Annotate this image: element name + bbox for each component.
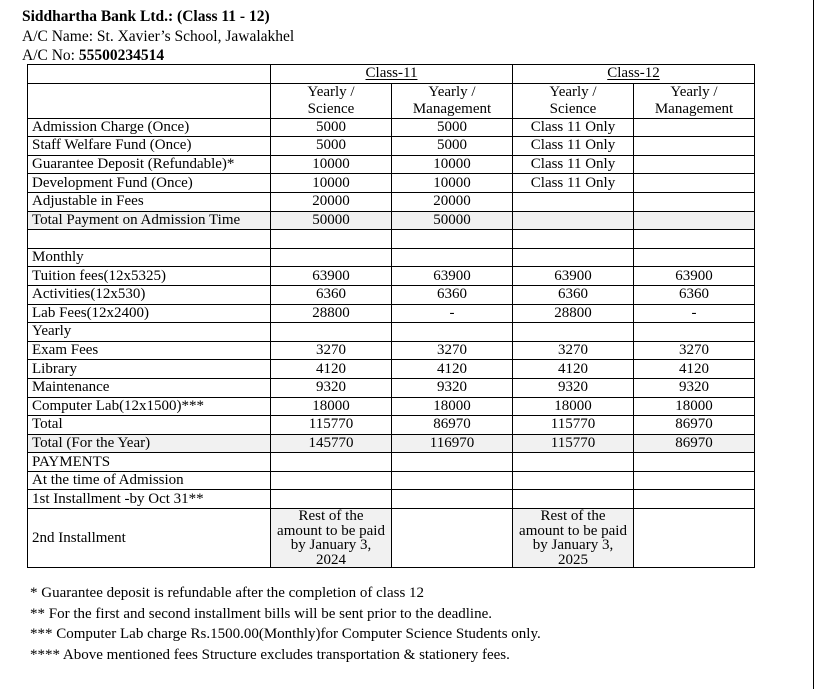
cell-class-11-management: 6360	[392, 285, 513, 304]
cell-class-12-management: -	[634, 304, 755, 323]
row-label: Total Payment on Admission Time	[28, 211, 271, 230]
cell-class-11-science: 145770	[271, 434, 392, 453]
cell-class-12-science: Class 11 Only	[513, 137, 634, 156]
table-row	[28, 509, 755, 568]
cell-class-11-management	[392, 323, 513, 342]
cell-class-11-science: 5000	[271, 137, 392, 156]
cell-class-12-science	[513, 192, 634, 211]
cell-class-12-management: 86970	[634, 416, 755, 435]
account-number-value: 55500234514	[78, 47, 165, 64]
cell-class-11-management	[392, 509, 513, 568]
row-label: Total (For the Year)	[28, 434, 271, 453]
cell-class-11-science	[271, 323, 392, 342]
cell-class-12-management	[634, 211, 755, 230]
cell-class-12-management	[634, 118, 755, 137]
cell-class-11-science	[271, 471, 392, 490]
subheader-c12-science: Yearly / Science	[513, 83, 634, 118]
cell-class-12-management: 63900	[634, 267, 755, 286]
cell-class-12-science: 4120	[513, 360, 634, 379]
cell-class-12-science: 3270	[513, 341, 634, 360]
cell-class-11-science: 4120	[271, 360, 392, 379]
group-header-row	[28, 65, 755, 84]
cell-class-12-science: 115770	[513, 434, 634, 453]
table-head	[28, 65, 755, 119]
bank-title: Siddhartha Bank Ltd.: (Class 11 - 12)	[22, 8, 270, 25]
table-row	[28, 360, 755, 379]
row-label: Adjustable in Fees	[28, 192, 271, 211]
cell-class-12-management: 9320	[634, 378, 755, 397]
account-number-line	[22, 46, 294, 66]
cell-class-11-science: 3270	[271, 341, 392, 360]
cell-class-12-management	[634, 230, 755, 249]
row-label: Lab Fees(12x2400)	[28, 304, 271, 323]
cell-class-11-management: 4120	[392, 360, 513, 379]
footnote-item: * Guarantee deposit is refundable after the completion of class 12	[30, 585, 425, 601]
row-label: 2nd Installment	[28, 509, 271, 568]
cell-class-12-science	[513, 230, 634, 249]
table-row	[28, 416, 755, 435]
cell-class-11-management	[392, 490, 513, 509]
table-row	[28, 211, 755, 230]
cell-class-11-management: 116970	[392, 434, 513, 453]
footnote-item: ** For the first and second installment bills will be sent prior to the deadline.	[30, 605, 492, 622]
cell-class-11-science: 10000	[271, 174, 392, 193]
row-label: Activities(12x530)	[28, 285, 271, 304]
cell-class-12-science	[513, 471, 634, 490]
cell-class-12-management	[634, 137, 755, 156]
cell-class-11-science	[271, 453, 392, 472]
cell-class-11-management: 18000	[392, 397, 513, 416]
table-body	[28, 118, 755, 567]
fee-structure-table	[27, 64, 755, 568]
cell-class-12-science	[513, 453, 634, 472]
cell-class-12-science: 6360	[513, 285, 634, 304]
row-label: Computer Lab(12x1500)***	[28, 397, 271, 416]
cell-class-12-management	[634, 192, 755, 211]
cell-class-11-science: 50000	[271, 211, 392, 230]
subheader-c12-management: Yearly / Management	[634, 83, 755, 118]
table-row	[28, 304, 755, 323]
table-row	[28, 230, 755, 249]
row-label: Admission Charge (Once)	[28, 118, 271, 137]
cell-class-12-science: 28800	[513, 304, 634, 323]
cell-class-11-management: 5000	[392, 137, 513, 156]
cell-class-12-science: Class 11 Only	[513, 174, 634, 193]
cell-class-12-management: 4120	[634, 360, 755, 379]
cell-class-11-science: 63900	[271, 267, 392, 286]
row-label: Monthly	[28, 248, 271, 267]
cell-class-11-management: 10000	[392, 174, 513, 193]
table-row	[28, 323, 755, 342]
table-row	[28, 118, 755, 137]
cell-class-12-science: 63900	[513, 267, 634, 286]
cell-class-12-science: 9320	[513, 378, 634, 397]
cell-class-11-science: 115770	[271, 416, 392, 435]
cell-class-12-management	[634, 155, 755, 174]
table-row	[28, 397, 755, 416]
cell-class-11-management: 3270	[392, 341, 513, 360]
cell-class-11-management: 9320	[392, 378, 513, 397]
table-row	[28, 490, 755, 509]
cell-class-11-science: 10000	[271, 155, 392, 174]
row-label: Exam Fees	[28, 341, 271, 360]
account-name: A/C Name: St. Xavier’s School, Jawalakhel	[22, 27, 295, 45]
cell-class-11-management: 86970	[392, 416, 513, 435]
cell-class-12-science: Rest of the amount to be paid by January 3, 2025	[513, 509, 634, 568]
group-header-spacer	[28, 65, 271, 84]
group-header-class-12: Class-12	[513, 65, 755, 84]
cell-class-12-science: 115770	[513, 416, 634, 435]
cell-class-11-science: 5000	[271, 118, 392, 137]
account-header	[22, 7, 294, 66]
footnote-item: **** Above mentioned fees Structure excludes transportation & stationery fees.	[30, 646, 510, 663]
cell-class-11-management: -	[392, 304, 513, 323]
cell-class-11-management: 10000	[392, 155, 513, 174]
cell-class-11-science	[271, 248, 392, 267]
table-row	[28, 174, 755, 193]
subheader-row	[28, 83, 755, 118]
row-label: Maintenance	[28, 378, 271, 397]
table-row	[28, 378, 755, 397]
table-row	[28, 285, 755, 304]
cell-class-12-management	[634, 509, 755, 568]
footnotes-block	[30, 583, 541, 665]
row-label: Staff Welfare Fund (Once)	[28, 137, 271, 156]
cell-class-12-science	[513, 323, 634, 342]
cell-class-11-management: 63900	[392, 267, 513, 286]
table-row	[28, 267, 755, 286]
cell-class-11-science	[271, 490, 392, 509]
row-label: At the time of Admission	[28, 471, 271, 490]
row-label: Development Fund (Once)	[28, 174, 271, 193]
cell-class-12-management: 18000	[634, 397, 755, 416]
cell-class-11-science: 9320	[271, 378, 392, 397]
cell-class-12-management	[634, 490, 755, 509]
cell-class-11-management	[392, 248, 513, 267]
row-label: Library	[28, 360, 271, 379]
cell-class-12-science: Class 11 Only	[513, 118, 634, 137]
cell-class-11-science: 18000	[271, 397, 392, 416]
cell-class-11-science	[271, 230, 392, 249]
cell-class-11-management: 5000	[392, 118, 513, 137]
cell-class-11-management	[392, 453, 513, 472]
cell-class-12-management	[634, 323, 755, 342]
cell-class-11-science: Rest of the amount to be paid by January 3, 2024	[271, 509, 392, 568]
cell-class-12-management	[634, 174, 755, 193]
table-row	[28, 155, 755, 174]
cell-class-11-management	[392, 471, 513, 490]
cell-class-11-management: 20000	[392, 192, 513, 211]
row-label: PAYMENTS	[28, 453, 271, 472]
cell-class-12-science: 18000	[513, 397, 634, 416]
cell-class-12-management: 3270	[634, 341, 755, 360]
cell-class-11-management: 50000	[392, 211, 513, 230]
subheader-c11-science: Yearly / Science	[271, 83, 392, 118]
row-label: Guarantee Deposit (Refundable)*	[28, 155, 271, 174]
subheader-spacer	[28, 83, 271, 118]
table-row	[28, 248, 755, 267]
row-label	[28, 230, 271, 249]
footnote-item: *** Computer Lab charge Rs.1500.00(Monthly)for Computer Science Students only.	[30, 626, 541, 642]
cell-class-12-science	[513, 490, 634, 509]
cell-class-11-science: 20000	[271, 192, 392, 211]
cell-class-12-management	[634, 248, 755, 267]
cell-class-12-management: 86970	[634, 434, 755, 453]
cell-class-11-science: 6360	[271, 285, 392, 304]
row-label: Yearly	[28, 323, 271, 342]
row-label: Total	[28, 416, 271, 435]
cell-class-12-management: 6360	[634, 285, 755, 304]
cell-class-12-science: Class 11 Only	[513, 155, 634, 174]
cell-class-11-science: 28800	[271, 304, 392, 323]
row-label: 1st Installment -by Oct 31**	[28, 490, 271, 509]
account-number-label: A/C No:	[22, 47, 79, 64]
row-label: Tuition fees(12x5325)	[28, 267, 271, 286]
cell-class-12-management	[634, 471, 755, 490]
table-row	[28, 471, 755, 490]
table-row	[28, 453, 755, 472]
table-row	[28, 192, 755, 211]
table-row	[28, 341, 755, 360]
group-header-class-11: Class-11	[271, 65, 513, 84]
cell-class-12-science	[513, 248, 634, 267]
cell-class-11-management	[392, 230, 513, 249]
cell-class-12-science	[513, 211, 634, 230]
cell-class-12-management	[634, 453, 755, 472]
subheader-c11-management: Yearly / Management	[392, 83, 513, 118]
table-row	[28, 137, 755, 156]
table-row	[28, 434, 755, 453]
